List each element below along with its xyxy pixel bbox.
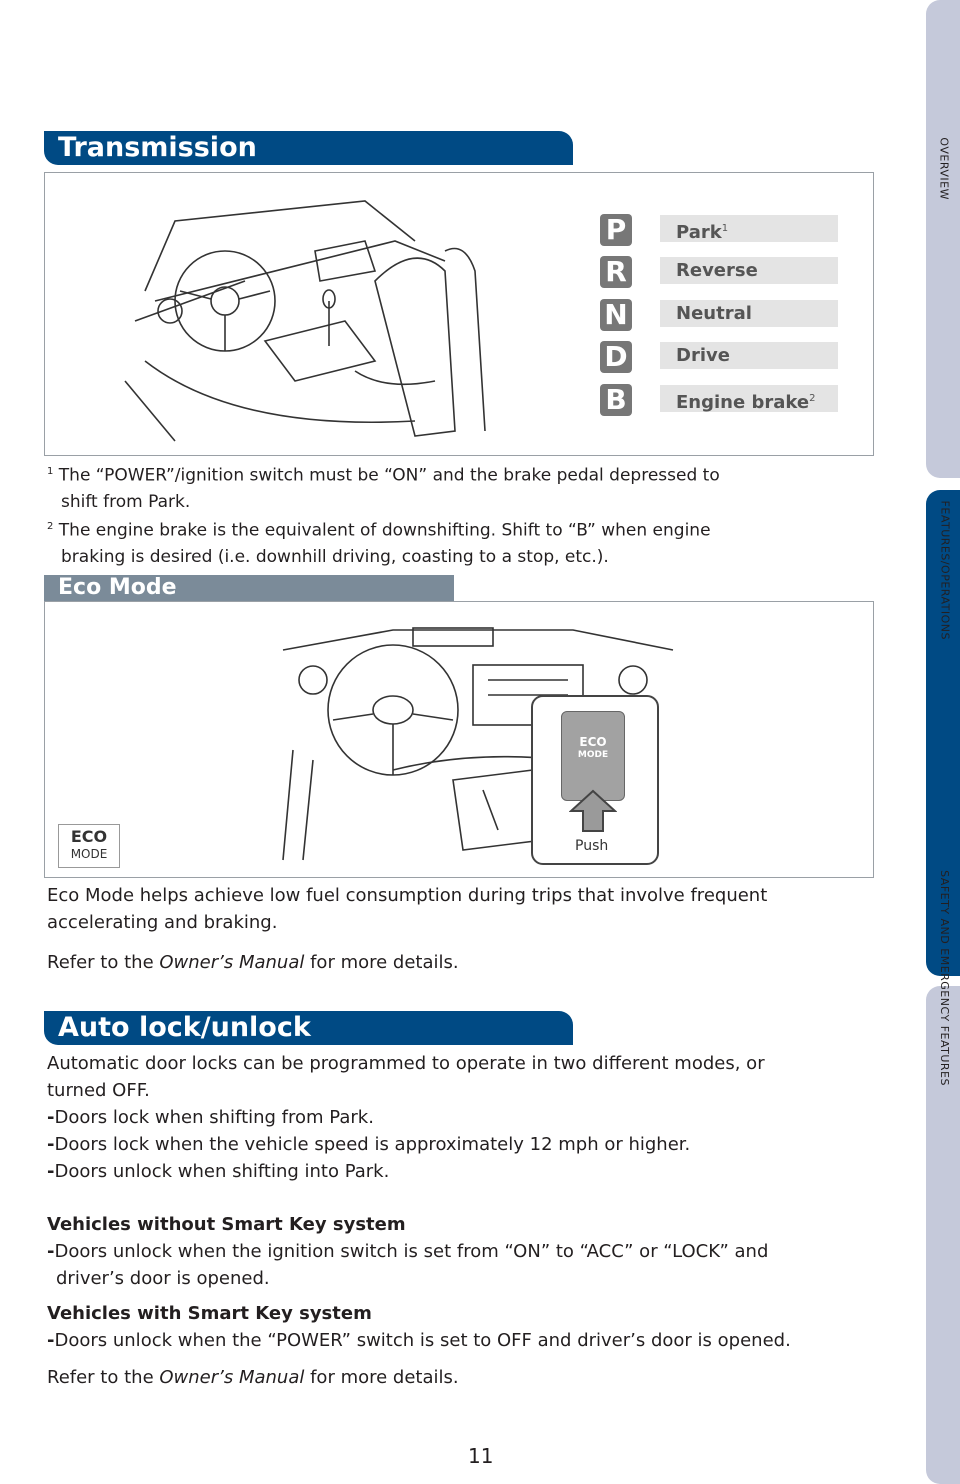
eco-mode-header [44, 575, 454, 601]
tab-overview-label: OVERVIEW [938, 137, 951, 200]
auto-lock-list [47, 1104, 690, 1185]
list-item: -Doors lock when shifting from Park. [47, 1107, 374, 1128]
tab-features-label: FEATURES/OPERATIONS [938, 500, 951, 640]
without-smart-key-text: -Doors unlock when the ignition switch is set from “ON” to “ACC” or “LOCK” and driver’s door is opened. [47, 1241, 769, 1289]
eco-button-callout [531, 695, 659, 865]
transmission-title: Transmission [58, 132, 257, 163]
gear-reverse-label: Reverse [660, 257, 838, 284]
eco-mode-panel [44, 601, 874, 878]
gear-park-label: Park$^1$ [660, 215, 838, 242]
auto-lock-intro: Automatic door locks can be programmed to operate in two different modes, or turned OFF. [47, 1053, 765, 1101]
eco-mode-description: Eco Mode helps achieve low fuel consumption during trips that involve frequent accelerating and braking. [47, 885, 768, 933]
push-label: Push [575, 838, 609, 854]
transmission-footnote-1: $^1$ The “POWER”/ignition switch must be “ON” and the brake pedal depressed to shift from Park. [47, 465, 720, 512]
auto-lock-title: Auto lock/unlock [58, 1012, 311, 1043]
transmission-footnote-2: $^2$ The engine brake is the equivalent of downshifting. Shift to “B” when engine braking is desired (i.e. downhill driving, coasting to a stop, etc.). [47, 520, 711, 567]
without-smart-key-heading: Vehicles without Smart Key system [47, 1214, 406, 1235]
list-item: -Doors unlock when shifting into Park. [47, 1161, 390, 1182]
eco-mode-title: Eco Mode [58, 575, 177, 600]
page-number: 11 [468, 1444, 494, 1468]
tab-safety-emergency[interactable] [926, 870, 960, 1484]
eco-mode-button[interactable]: ECO MODE [561, 711, 625, 801]
auto-lock-refer: Refer to the Owner’s Manual for more details. [47, 1367, 459, 1388]
transmission-header [44, 131, 573, 165]
gear-d-badge: D [600, 341, 632, 373]
gear-p-badge: P [600, 214, 632, 246]
gear-drive-label: Drive [660, 342, 838, 369]
gear-b-badge: B [600, 384, 632, 416]
auto-lock-header [44, 1011, 573, 1045]
eco-mode-badge: ECO MODE [58, 824, 120, 868]
car-interior-illustration [115, 181, 535, 451]
list-item: -Doors lock when the vehicle speed is approximately 12 mph or higher. [47, 1134, 691, 1155]
push-arrow-icon [569, 789, 617, 833]
eco-mode-refer: Refer to the Owner’s Manual for more details. [47, 952, 459, 973]
gear-engine-brake-label: Engine brake$^2$ [660, 385, 838, 412]
with-smart-key-heading: Vehicles with Smart Key system [47, 1303, 372, 1324]
gear-neutral-label: Neutral [660, 300, 838, 327]
gear-r-badge: R [600, 256, 632, 288]
gear-n-badge: N [600, 299, 632, 331]
tab-safety-label: SAFETY AND EMERGENCY FEATURES [938, 870, 951, 1086]
tab-overview[interactable] [926, 0, 960, 478]
with-smart-key-text: -Doors unlock when the “POWER” switch is set to OFF and driver’s door is opened. [47, 1330, 791, 1351]
